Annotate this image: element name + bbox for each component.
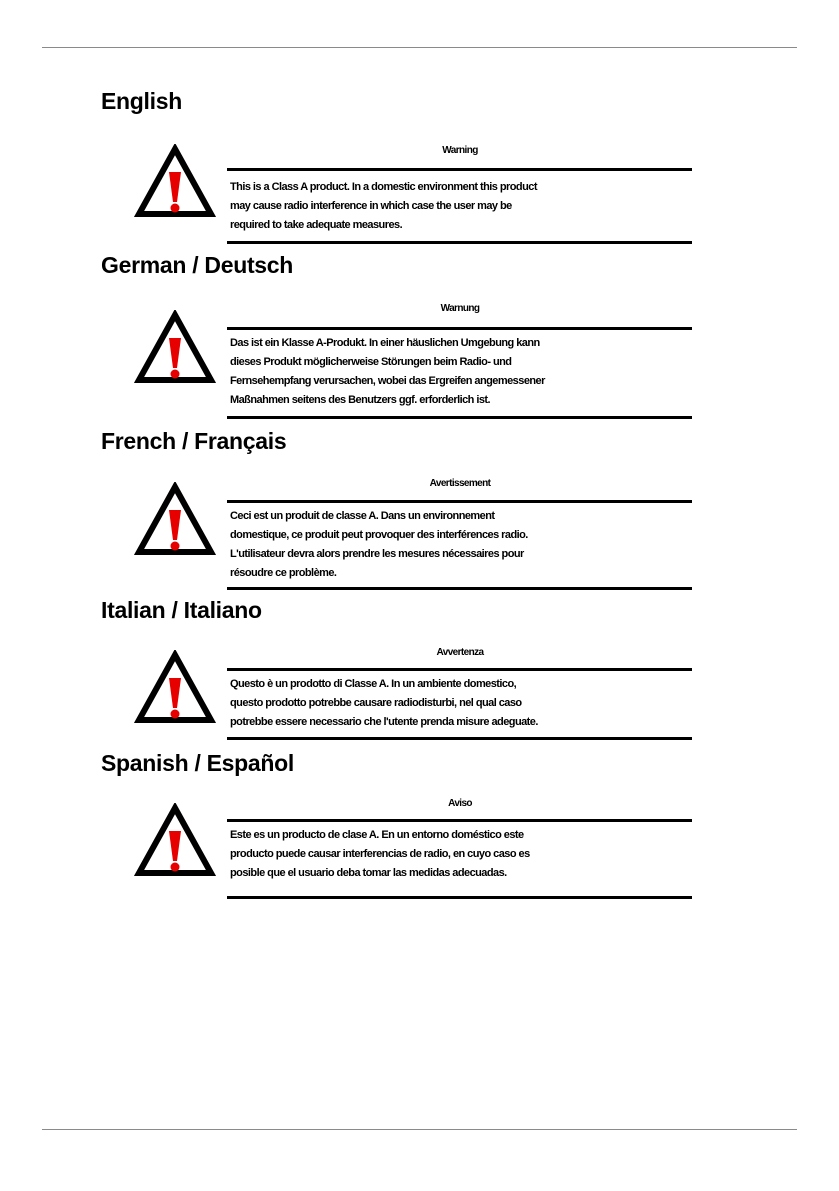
warning-title: Avertissement	[429, 478, 491, 489]
warning-line: résoudre ce problème.	[230, 567, 337, 579]
warning-line: Fernsehempfang verursachen, wobei das Ergreifen angemessener	[230, 375, 545, 387]
warning-line: required to take adequate measures.	[230, 219, 403, 231]
warning-title: Aviso	[448, 798, 472, 809]
warning-bottom-bar	[227, 737, 692, 740]
warning-line: Ceci est un produit de classe A. Dans un environnement	[230, 510, 495, 522]
warning-text	[230, 826, 692, 883]
warning-text	[230, 507, 692, 583]
warning-top-bar	[227, 500, 692, 503]
warning-bottom-bar	[227, 587, 692, 590]
warning-line: domestique, ce produit peut provoquer des interférences radio.	[230, 529, 528, 541]
language-heading: English	[101, 88, 182, 114]
warning-line: Maßnahmen seitens des Benutzers ggf. erforderlich ist.	[230, 394, 491, 406]
warning-top-bar	[227, 819, 692, 822]
warning-bottom-bar	[227, 896, 692, 899]
warning-line: Este es un producto de clase A. En un entorno doméstico este	[230, 829, 524, 841]
warning-text	[230, 675, 692, 732]
language-heading: Spanish / Español	[101, 750, 294, 776]
warning-line: Das ist ein Klasse A-Produkt. In einer häuslichen Umgebung kann	[230, 337, 540, 349]
warning-line: producto puede causar interferencias de radio, en cuyo caso es	[230, 848, 530, 860]
language-heading: German / Deutsch	[101, 252, 294, 278]
warning-title: Warning	[442, 145, 478, 156]
warning-line: L'utilisateur devra alors prendre les mesures nécessaires pour	[230, 548, 524, 560]
warning-top-bar	[227, 168, 692, 171]
warning-line: questo prodotto potrebbe causare radiodisturbi, nel qual caso	[230, 697, 522, 709]
warning-line: Questo è un prodotto di Classe A. In un ambiente domestico,	[230, 678, 517, 690]
footer-rule	[42, 1129, 797, 1130]
warning-text	[230, 178, 692, 235]
warning-triangle-icon	[134, 144, 216, 220]
warning-triangle-icon	[134, 310, 216, 386]
language-heading: French / Français	[101, 428, 287, 454]
warning-triangle-icon	[134, 803, 216, 879]
warning-text	[230, 334, 692, 410]
warning-line: This is a Class A product. In a domestic environment this product	[230, 181, 537, 193]
warning-line: may cause radio interference in which case the user may be	[230, 200, 512, 212]
warning-title: Avvertenza	[436, 647, 484, 658]
warning-bottom-bar	[227, 416, 692, 419]
warning-line: dieses Produkt möglicherweise Störungen beim Radio- und	[230, 356, 512, 368]
warning-line: potrebbe essere necessario che l'utente prenda misure adeguate.	[230, 716, 538, 728]
warning-top-bar	[227, 668, 692, 671]
header-rule	[42, 47, 797, 48]
language-heading: Italian / Italiano	[101, 597, 262, 623]
warning-bottom-bar	[227, 241, 692, 244]
warning-triangle-icon	[134, 650, 216, 726]
warning-title: Warnung	[440, 303, 480, 314]
warning-triangle-icon	[134, 482, 216, 558]
warning-line: posible que el usuario deba tomar las medidas adecuadas.	[230, 867, 507, 879]
warning-top-bar	[227, 327, 692, 330]
